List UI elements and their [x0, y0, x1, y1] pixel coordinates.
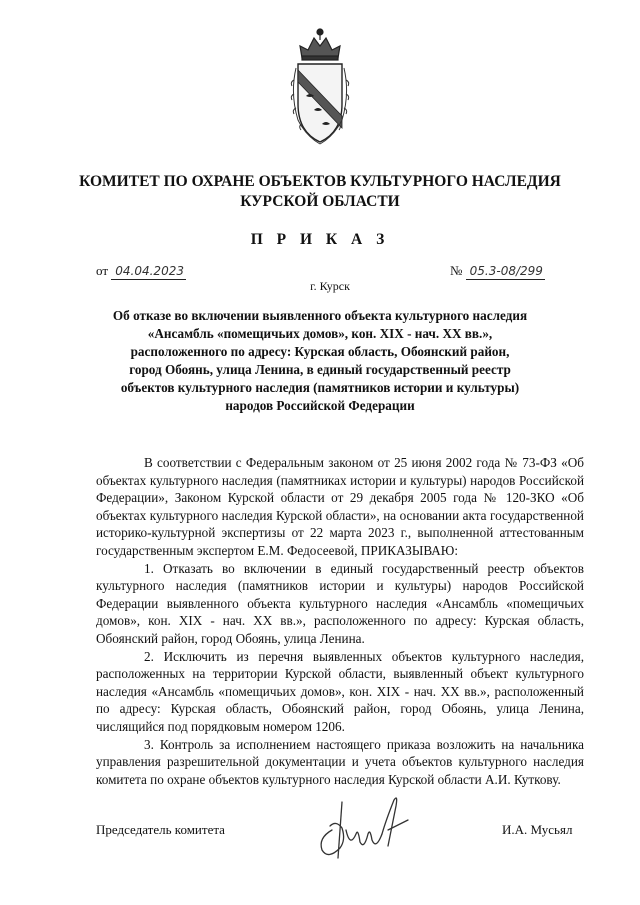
subject-line: народов Российской Федерации [225, 398, 415, 413]
preamble-paragraph: В соответствии с Федеральным законом от 25 июня 2002 года № 73-ФЗ «Об объектах культурного наследия (памятниках истории и культуры) народов Российской Федерации», Законом Курской области от 29 декабря 2005 года № 120-ЗКО «Об объектах культурного наследия Курской области», на основании акта государственной историко-культурной экспертизы от 22 марта 2023 г., выполненной аттестованным государственным экспертом Е.М. Федосеевой, ПРИКАЗЫВАЮ: [96, 455, 584, 558]
city: г. Курск [310, 279, 350, 293]
organization-name-line-1: КОМИТЕТ ПО ОХРАНЕ ОБЪЕКТОВ КУЛЬТУРНОГО НАСЛЕДИЯ [79, 173, 561, 190]
number-value: 05.3-08/299 [469, 264, 543, 278]
order-item-3: 3. Контроль за исполнением настоящего приказа возложить на начальника управления разрешительной документации и учета объектов культурного наследия комитета по охране объектов культурного наследия Курской области А.И. Куткову. [96, 736, 584, 787]
organization-name-line-2: КУРСКОЙ ОБЛАСТИ [240, 193, 400, 210]
order-body [96, 454, 584, 788]
subject-line: «Ансамбль «помещичьих домов», кон. XIX - нач. XX вв.», [147, 326, 493, 341]
order-date [96, 263, 186, 280]
order-number [450, 263, 545, 280]
signatory-position: Председатель комитета [96, 822, 225, 837]
coat-of-arms-icon [288, 24, 352, 148]
order-item-1: 1. Отказать во включении в единый государственный реестр объектов культурного наследия (памятников истории и культуры) народов Российской Федерации выявленного объекта культурного наследия «Ансамбль «помещичьих домов», кон. XIX - нач. XX вв.», расположенного по адресу: Курская область, Обоянский район, город Обоянь, улица Ленина. [96, 560, 584, 646]
handwritten-signature [312, 790, 416, 866]
number-prefix: № [450, 263, 463, 278]
subject-line: объектов культурного наследия (памятников истории и культуры) [120, 380, 520, 395]
organization-name [40, 172, 600, 212]
subject-line: Об отказе во включении выявленного объекта культурного наследия [112, 308, 528, 323]
signatory-name: И.А. Мусьял [502, 822, 573, 837]
subject-line: город Обоянь, улица Ленина, в единый государственный реестр [129, 362, 511, 377]
order-item-2: 2. Исключить из перечня выявленных объектов культурного наследия, расположенных на территории Курской области, выявленный объект культурного наследия «Ансамбль «помещичьих домов», кон. XIX - нач. XX вв.», расположенный по адресу: Курская область, Обоянский район, город Обоянь, улица Ленина, числящийся под порядковым номером 1206. [96, 648, 584, 734]
order-subject [80, 307, 560, 415]
subject-line: расположенного по адресу: Курская область, Обоянский район, [130, 344, 510, 359]
document-title: П Р И К А З [250, 231, 390, 248]
date-value: 04.04.2023 [115, 264, 184, 278]
date-prefix: от [96, 263, 109, 278]
